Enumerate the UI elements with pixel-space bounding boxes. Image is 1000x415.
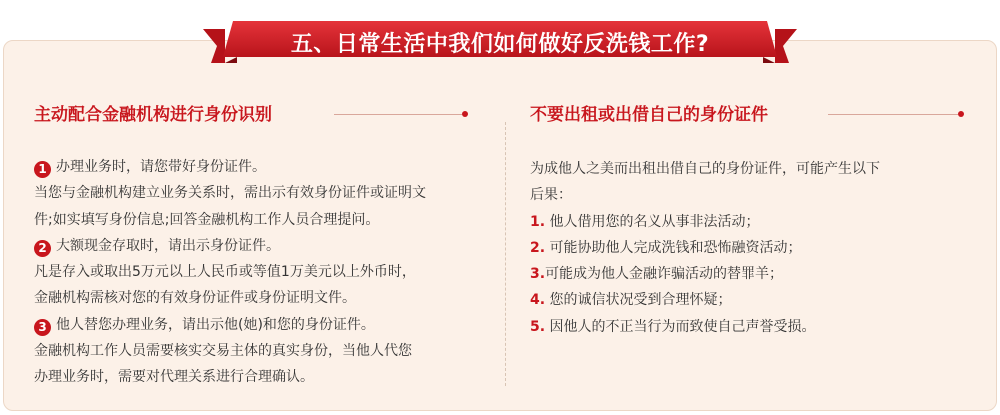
left-item-3-title-row <box>34 312 489 338</box>
right-item-1-number: 1. <box>530 213 546 230</box>
left-item-2-title-row <box>34 233 489 259</box>
right-intro-line-1: 为成他人之美而出租出借自己的身份证件，可能产生以下 <box>530 161 880 177</box>
right-section-header <box>530 100 970 126</box>
left-item-3-title: 他人替您办理业务，请出示他(她)和您的身份证件。 <box>56 316 375 333</box>
number-badge-1: 1 <box>34 161 51 178</box>
right-item-5-number: 5. <box>530 318 546 335</box>
left-item-1-title: 办理业务时，请您带好身份证件。 <box>56 159 266 175</box>
left-item-2-line-2: 金融机构需核对您的有效身份证件或身份证明文件。 <box>34 290 356 307</box>
left-column <box>34 100 489 391</box>
left-item-3-line-2: 办理业务时，需要对代理关系进行合理确认。 <box>34 369 314 386</box>
right-item-1-text: 他人借用您的名义从事非法活动； <box>549 213 760 230</box>
right-list-item-3 <box>530 261 970 287</box>
left-item-1-line-2: 件;如实填写身份信息;回答金融机构工作人员合理提问。 <box>34 211 380 228</box>
right-item-5-text: 因他人的不正当行为而致使自己声誉受损。 <box>549 318 816 335</box>
right-list-item-4 <box>530 287 970 313</box>
right-list-item-5 <box>530 314 970 340</box>
right-section-title: 不要出租或出借自己的身份证件 <box>530 105 768 125</box>
left-item-2-line-1: 凡是存入或取出5万元以上人民币或等值1万美元以上外币时， <box>34 264 416 281</box>
banner-title: 五、日常生活中我们如何做好反洗钱工作? <box>290 32 710 57</box>
left-header-line <box>334 114 462 115</box>
right-item-3-text: 可能成为他人金融诈骗活动的替罪羊； <box>545 266 784 283</box>
left-item-1-title-row <box>34 154 489 180</box>
right-item-2-text: 可能协助他人完成洗钱和恐怖融资活动； <box>549 239 802 256</box>
right-header-line <box>828 114 958 115</box>
left-item-3-line-1: 金融机构工作人员需要核实交易主体的真实身份，当他人代您 <box>34 343 412 360</box>
right-item-2-number: 2. <box>530 239 546 256</box>
right-header-dot <box>958 111 964 117</box>
left-section-header <box>34 100 489 126</box>
left-item-2-title: 大额现金存取时，请出示身份证件。 <box>56 237 280 254</box>
right-body <box>530 156 970 340</box>
right-item-3-number: 3. <box>530 266 546 283</box>
number-badge-3: 3 <box>34 319 51 336</box>
right-intro-line-2: 后果： <box>530 187 572 204</box>
right-list-item-2 <box>530 235 970 261</box>
number-badge-2: 2 <box>34 240 51 257</box>
title-banner <box>203 17 797 65</box>
left-header-dot <box>462 111 468 117</box>
right-list-item-1 <box>530 209 970 235</box>
left-section-title: 主动配合金融机构进行身份识别 <box>34 105 272 125</box>
column-divider <box>505 122 506 386</box>
left-item-1-line-1: 当您与金融机构建立业务关系时，需出示有效身份证件或证明文 <box>34 185 426 202</box>
right-item-4-number: 4. <box>530 292 546 309</box>
left-body <box>34 154 489 391</box>
right-column <box>530 100 970 340</box>
right-item-4-text: 您的诚信状况受到合理怀疑； <box>549 292 732 309</box>
